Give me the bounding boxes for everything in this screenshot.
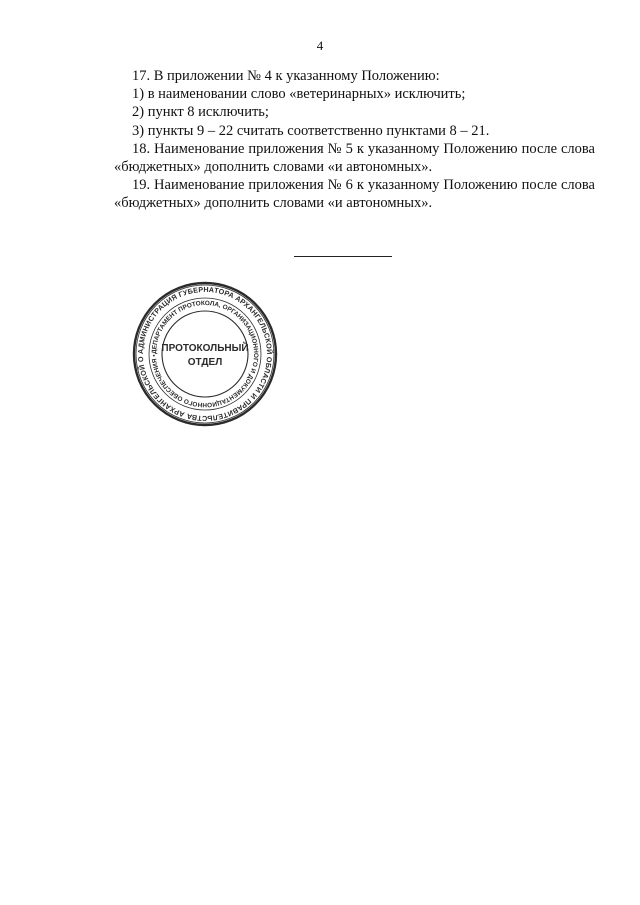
- paragraph-17-item-2: 2) пункт 8 исключить;: [132, 104, 269, 121]
- closing-divider-line: [294, 256, 392, 257]
- page-number: 4: [316, 38, 324, 53]
- official-stamp: [131, 280, 279, 428]
- paragraph-17-item-3: 3) пункты 9 – 22 считать соответственно пунктами 8 – 21.: [132, 122, 490, 139]
- paragraph-17-item-1: 1) в наименовании слово «ветеринарных» исключить;: [132, 86, 466, 103]
- stamp-center-line-1: ПРОТОКОЛЬНЫЙ: [161, 343, 249, 354]
- stamp-outer-ring-text: АДМИНИСТРАЦИЯ ГУБЕРНАТОРА АРХАНГЕЛЬСКОЙ ОБЛАСТИ И ПРАВИТЕЛЬСТВА АРХАНГЕЛЬСКОЙ О: [135, 284, 275, 424]
- paragraph-17: 17. В приложении № 4 к указанному Положению:: [132, 68, 440, 84]
- stamp-inner-ring-text: ДЕПАРТАМЕНТ ПРОТОКОЛА, ОРГАНИЗАЦИОННОГО И ДОКУМЕНТАЦИОННОГО ОБЕСПЕЧЕНИЯ •: [150, 299, 260, 409]
- stamp-seal-icon: [131, 280, 279, 428]
- stamp-center-line-2: ОТДЕЛ: [187, 357, 223, 368]
- document-body: [114, 67, 595, 213]
- paragraph-19: 19. Наименование приложения № 6 к указанному Положению после слова «бюджетных» дополнить словами «и автономных».: [114, 177, 595, 212]
- paragraph-18: 18. Наименование приложения № 5 к указанному Положению после слова «бюджетных» дополнить словами «и автономных».: [114, 140, 595, 176]
